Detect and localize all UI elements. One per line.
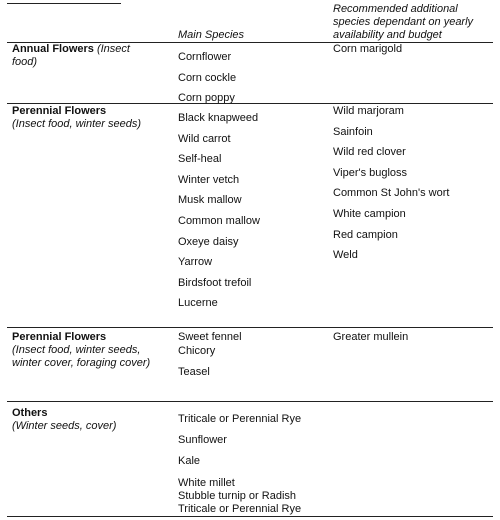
list-item: Stubble turnip or Radish — [178, 490, 297, 502]
list-item: Corn cockle — [178, 71, 237, 84]
category-perennial-flowers-cover: Perennial Flowers — [12, 331, 107, 343]
list-item: Wild carrot — [178, 132, 231, 145]
list-item: Corn poppy — [178, 92, 235, 105]
category-note: (Insect food, winter seeds) — [12, 118, 142, 130]
top-rule — [7, 3, 121, 4]
list-item: Triticale or Perennial Rye — [178, 413, 302, 425]
list-item: Corn marigold — [333, 43, 403, 55]
list-item: Oxeye daisy — [178, 235, 239, 248]
category-others: Others — [12, 407, 48, 419]
category-title: Annual Flowers — [12, 43, 94, 55]
list-item: Wild marjoram — [333, 105, 404, 117]
category-perennial-flowers: Perennial Flowers — [12, 105, 107, 117]
list-item: White millet — [178, 477, 235, 489]
list-item: Sunflower — [178, 434, 227, 446]
list-item: Birdsfoot trefoil — [178, 276, 252, 289]
category-note-line2: food) — [12, 56, 38, 68]
list-item: Sainfoin — [333, 125, 373, 138]
list-item: Musk mallow — [178, 194, 242, 207]
list-item: Black knapweed — [178, 112, 259, 124]
list-item: Teasel — [178, 366, 210, 378]
additional-species-list-annual — [333, 42, 402, 63]
list-item: Common St John's wort — [333, 187, 450, 200]
list-item: Red campion — [333, 228, 398, 241]
row-rule-2 — [7, 327, 493, 328]
list-item: Lucerne — [178, 297, 218, 310]
header-additional-line3: availability and budget — [333, 29, 442, 41]
category-note-line2: winter cover, foraging cover) — [12, 357, 151, 369]
category-annual-flowers — [12, 42, 130, 56]
list-item: Kale — [178, 455, 201, 467]
list-item: Winter vetch — [178, 173, 240, 186]
category-note: (Insect — [93, 43, 130, 55]
list-item: Self-heal — [178, 153, 222, 166]
list-item: White campion — [333, 207, 406, 220]
category-note: (Winter seeds, cover) — [12, 420, 117, 432]
list-item: Weld — [333, 249, 358, 262]
list-item: Sweet fennel — [178, 331, 242, 343]
bottom-rule — [7, 516, 493, 517]
list-item: Greater mullein — [333, 331, 409, 343]
list-item: Chicory — [178, 345, 216, 357]
list-item: Cornflower — [178, 51, 232, 63]
category-note: (Insect food, winter seeds, — [12, 344, 141, 356]
header-additional-line2: species dependant on yearly — [333, 16, 474, 28]
header-main-species: Main Species — [178, 29, 245, 41]
row-rule-3 — [7, 401, 493, 402]
main-species-list-perennial — [178, 111, 260, 317]
list-item: Viper's bugloss — [333, 166, 408, 179]
additional-species-list-perennial — [333, 104, 449, 269]
list-item: Triticale or Perennial Rye — [178, 503, 302, 515]
list-item: Wild red clover — [333, 146, 406, 159]
list-item: Yarrow — [178, 256, 213, 269]
list-item: Common mallow — [178, 214, 260, 227]
header-additional-line1: Recommended additional — [333, 3, 458, 15]
